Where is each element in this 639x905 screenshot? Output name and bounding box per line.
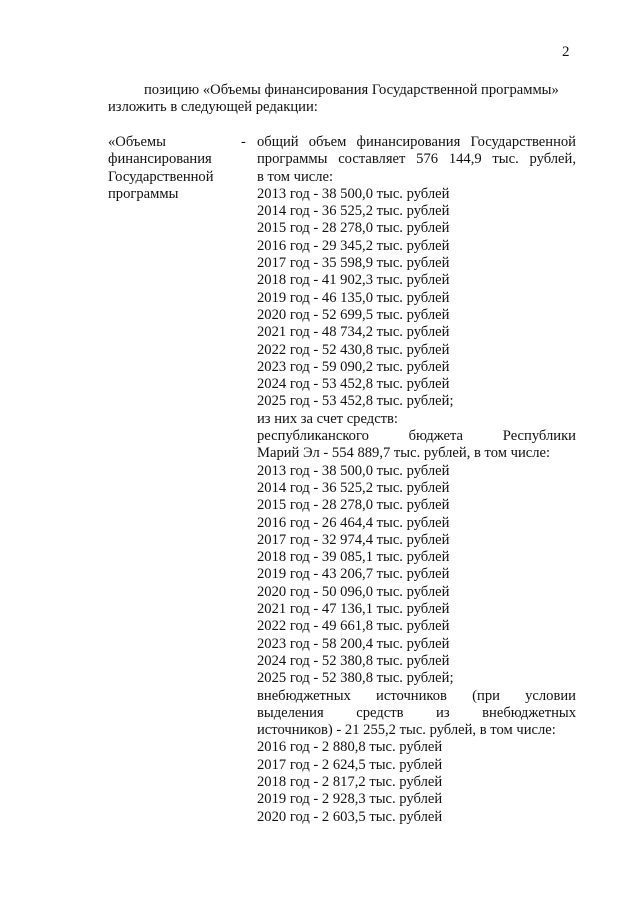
- year-line: 2016 год - 2 880,8 тыс. рублей: [257, 739, 443, 756]
- year-line: 2019 год - 43 206,7 тыс. рублей: [257, 566, 450, 583]
- page-number: 2: [562, 44, 570, 60]
- year-line: 2019 год - 46 135,0 тыс. рублей: [257, 289, 450, 306]
- year-line: 2021 год - 47 136,1 тыс. рублей: [257, 601, 450, 618]
- funding-label-line: «Объемы: [108, 134, 166, 150]
- funding-label-line: программы: [108, 185, 179, 202]
- year-line: 2017 год - 35 598,9 тыс. рублей: [257, 255, 450, 272]
- year-line: 2014 год - 36 525,2 тыс. рублей: [257, 479, 450, 496]
- total-funding-line: общий объем финансирования Государственной: [257, 134, 576, 150]
- year-line: 2023 год - 59 090,2 тыс. рублей: [257, 358, 450, 375]
- year-line: 2020 год - 52 699,5 тыс. рублей: [257, 306, 450, 323]
- year-line: 2021 год - 48 734,2 тыс. рублей: [257, 324, 450, 341]
- year-line: 2022 год - 49 661,8 тыс. рублей: [257, 618, 450, 635]
- year-line: 2022 год - 52 430,8 тыс. рублей: [257, 341, 450, 358]
- year-line: 2023 год - 58 200,4 тыс. рублей: [257, 635, 450, 652]
- sources-intro: из них за счет средств:: [257, 410, 398, 427]
- year-line: 2015 год - 28 278,0 тыс. рублей: [257, 497, 450, 514]
- intro-paragraph: [108, 82, 576, 117]
- year-line: 2018 год - 2 817,2 тыс. рублей: [257, 773, 443, 790]
- total-funding-line: в том числе:: [257, 168, 334, 185]
- year-line: 2013 год - 38 500,0 тыс. рублей: [257, 185, 450, 202]
- year-line: 2017 год - 2 624,5 тыс. рублей: [257, 756, 443, 773]
- year-line: 2013 год - 38 500,0 тыс. рублей: [257, 462, 450, 479]
- year-line: 2019 год - 2 928,3 тыс. рублей: [257, 791, 443, 808]
- extrabudget-line: внебюджетных источников (при условии: [257, 687, 576, 704]
- year-line: 2014 год - 36 525,2 тыс. рублей: [257, 203, 450, 220]
- total-years-list: [257, 186, 576, 411]
- year-line: 2017 год - 32 974,4 тыс. рублей: [257, 531, 450, 548]
- year-line: 2015 год - 28 278,0 тыс. рублей: [257, 220, 450, 237]
- republic-budget-line: Марий Эл - 554 889,7 тыс. рублей, в том числе:: [257, 445, 551, 462]
- year-line: 2018 год - 41 902,3 тыс. рублей: [257, 272, 450, 289]
- year-line: 2020 год - 50 096,0 тыс. рублей: [257, 583, 450, 600]
- year-line: 2020 год - 2 603,5 тыс. рублей: [257, 808, 443, 825]
- funding-label-column: [108, 134, 238, 203]
- intro-line-2: изложить в следующей редакции:: [108, 99, 318, 116]
- year-line: 2024 год - 52 380,8 тыс. рублей: [257, 652, 450, 669]
- year-line: 2025 год - 52 380,8 тыс. рублей;: [257, 670, 454, 687]
- column-separator-dash: -: [241, 134, 246, 150]
- year-line: 2025 год - 53 452,8 тыс. рублей;: [257, 393, 454, 410]
- year-line: 2016 год - 26 464,4 тыс. рублей: [257, 514, 450, 531]
- funding-label-line: финансирования: [108, 151, 212, 168]
- year-line: 2018 год - 39 085,1 тыс. рублей: [257, 549, 450, 566]
- extrabudget-line: источников) - 21 255,2 тыс. рублей, в том числе:: [257, 722, 556, 739]
- year-line: 2024 год - 53 452,8 тыс. рублей: [257, 376, 450, 393]
- extrabudget-line: выделения средств из внебюджетных: [257, 704, 576, 721]
- republic-budget-line: республиканского бюджета Республики: [257, 428, 576, 445]
- republic-years-list: [257, 463, 576, 688]
- funding-details-column: [257, 134, 576, 826]
- total-funding-line: программы составляет 576 144,9 тыс. рублей,: [257, 151, 576, 168]
- intro-line-1: позицию «Объемы финансирования Государственной программы»: [144, 82, 559, 98]
- year-line: 2016 год - 29 345,2 тыс. рублей: [257, 237, 450, 254]
- extrabudget-years-list: [257, 739, 576, 825]
- funding-label-line: Государственной: [108, 168, 214, 185]
